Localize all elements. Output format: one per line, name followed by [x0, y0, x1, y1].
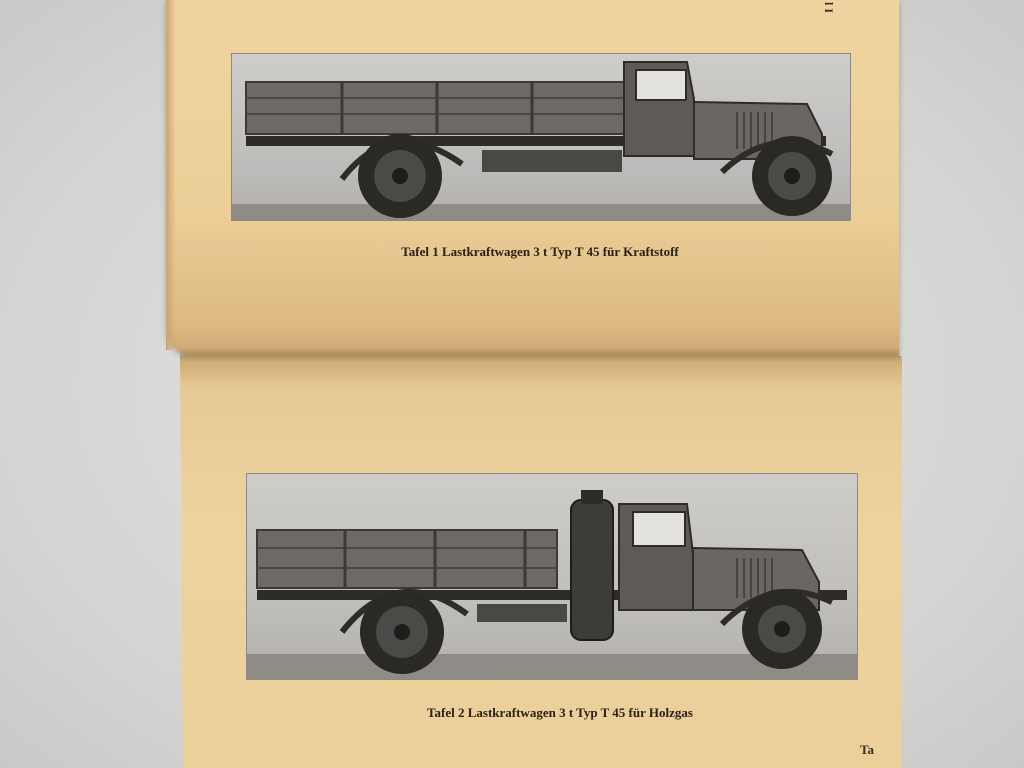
page-edge-shadow	[166, 0, 176, 350]
plate-2-photo	[246, 473, 858, 680]
page-edge-text-bottom: Ta	[860, 742, 874, 757]
truck-kraftstoff-illustration	[232, 54, 850, 220]
plate-1-photo	[231, 53, 851, 221]
truck-holzgas-illustration	[247, 474, 857, 679]
page-edge-text-top: l I	[822, 2, 836, 14]
book-gutter	[180, 348, 900, 362]
plate-2-caption: Tafel 2 Lastkraftwagen 3 t Typ T 45 für Holzgas	[427, 705, 693, 720]
plate-1-caption: Tafel 1 Lastkraftwagen 3 t Typ T 45 für Kraftstoff	[401, 244, 679, 259]
